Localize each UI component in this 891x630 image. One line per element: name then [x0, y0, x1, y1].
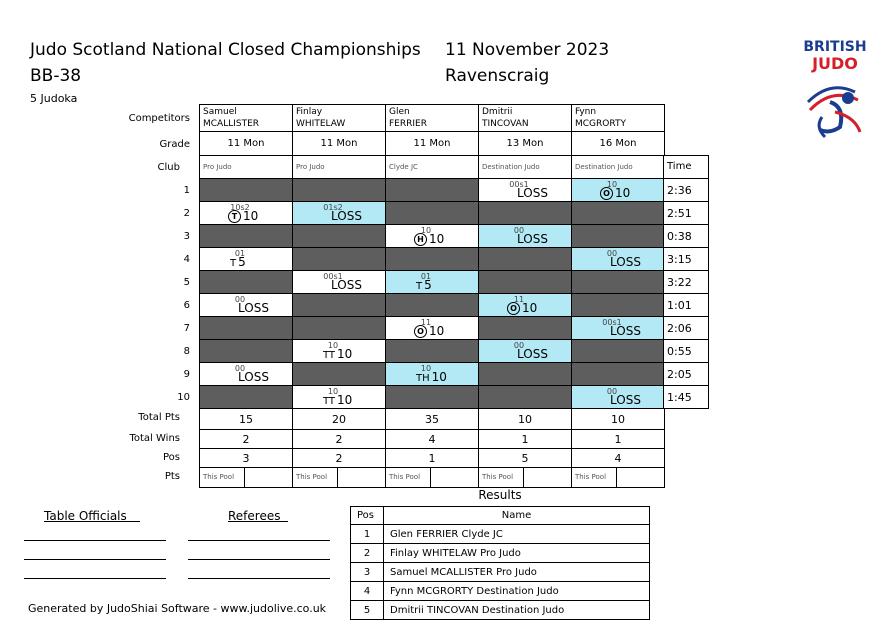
match-time: 2:05 — [663, 362, 709, 386]
result-value: 10 — [431, 370, 447, 384]
competitor-first-name: Glen — [389, 107, 410, 117]
judoka-count: 5 Judoka — [30, 92, 78, 105]
match-cell — [478, 316, 572, 340]
match-cell — [478, 201, 572, 225]
label-total-wins: Total Wins — [129, 433, 180, 444]
technique-score: 01 — [420, 272, 432, 281]
results-row — [351, 582, 650, 601]
match-time: 2:51 — [663, 201, 709, 225]
technique-score: 10s2 — [230, 203, 250, 212]
match-number: 4 — [183, 254, 190, 265]
position: 1 — [385, 448, 479, 468]
label-pts: Pts — [164, 471, 180, 482]
match-cell — [199, 201, 293, 225]
technique-score: 00 — [234, 364, 246, 373]
competitor-last-name: FERRIER — [389, 119, 427, 129]
logo-text-british: BRITISH — [803, 39, 867, 55]
technique-score: 10 — [420, 226, 432, 235]
match-cell — [478, 385, 572, 409]
result-value: LOSS — [610, 393, 641, 407]
total-wins: 2 — [199, 429, 293, 449]
result-value: 5 — [238, 255, 246, 269]
match-cell — [199, 224, 293, 248]
this-pool-label: This Pool — [386, 468, 431, 487]
match-cell — [292, 247, 386, 271]
technique-score: 00 — [513, 341, 525, 350]
match-cell — [292, 270, 386, 294]
match-cell — [571, 247, 665, 271]
logo-text-judo: JUDO — [812, 54, 858, 73]
match-cell — [478, 362, 572, 386]
match-time: 0:38 — [663, 224, 709, 248]
match-number: 9 — [183, 369, 190, 380]
match-cell — [571, 178, 665, 202]
match-result — [414, 324, 444, 338]
referee-signature-line — [188, 559, 330, 560]
total-points: 10 — [571, 408, 665, 430]
match-result — [331, 278, 362, 292]
technique-score: 01s2 — [323, 203, 343, 212]
match-cell — [571, 316, 665, 340]
technique-score: 00 — [606, 249, 618, 258]
results-row — [351, 544, 650, 563]
match-time: 1:01 — [663, 293, 709, 317]
this-pool-cell — [385, 467, 479, 488]
judoka-figure-icon — [800, 72, 870, 142]
match-cell — [385, 385, 479, 409]
match-result — [414, 232, 444, 246]
technique-score: 00s1 — [509, 180, 529, 189]
total-wins: 4 — [385, 429, 479, 449]
competitor-club: Pro Judo — [292, 155, 386, 179]
match-result — [517, 347, 548, 361]
match-number: 10 — [177, 392, 190, 403]
match-cell — [478, 339, 572, 363]
score-prefix: T — [230, 258, 237, 269]
ippon-hansoku-icon: H — [414, 233, 427, 246]
results-pos: 2 — [351, 544, 384, 563]
technique-score: 00s1 — [602, 318, 622, 327]
result-value: 10 — [337, 393, 353, 407]
result-value: LOSS — [517, 347, 548, 361]
results-col-name: Name — [384, 507, 650, 525]
match-result — [228, 209, 258, 223]
competitor-grade: 16 Mon — [571, 131, 665, 156]
match-cell — [385, 316, 479, 340]
match-cell — [385, 293, 479, 317]
technique-score: 00s1 — [323, 272, 343, 281]
match-cell — [199, 178, 293, 202]
position: 5 — [478, 448, 572, 468]
match-result — [610, 324, 641, 338]
competitor-last-name: MCALLISTER — [203, 119, 260, 129]
competitor-club: Destination Judo — [478, 155, 572, 179]
match-number: 6 — [183, 300, 190, 311]
result-value: 10 — [429, 324, 445, 338]
results-name: Samuel MCALLISTER Pro Judo — [384, 563, 650, 582]
technique-score: 00 — [513, 226, 525, 235]
competitor-grade: 13 Mon — [478, 131, 572, 156]
results-row — [351, 601, 650, 620]
match-cell — [385, 178, 479, 202]
this-pool-cell — [571, 467, 665, 488]
score-prefix: TT — [323, 350, 336, 361]
official-signature-line — [24, 540, 166, 541]
label-total-points: Total Pts — [138, 412, 180, 423]
total-points: 10 — [478, 408, 572, 430]
venue-label: Ravenscraig — [445, 66, 550, 86]
match-cell — [385, 339, 479, 363]
event-date: 11 November 2023 — [445, 40, 610, 60]
result-value: LOSS — [331, 278, 362, 292]
label-club: Club — [157, 162, 180, 173]
results-pos: 3 — [351, 563, 384, 582]
official-signature-line — [24, 578, 166, 579]
label-grade: Grade — [159, 139, 190, 150]
match-number: 1 — [183, 185, 190, 196]
match-cell — [199, 316, 293, 340]
competitor-name-cell — [571, 104, 665, 132]
total-wins: 1 — [571, 429, 665, 449]
match-number: 8 — [183, 346, 190, 357]
match-time: 1:45 — [663, 385, 709, 409]
result-value: 10 — [522, 301, 538, 315]
position: 2 — [292, 448, 386, 468]
results-row — [351, 563, 650, 582]
total-wins: 1 — [478, 429, 572, 449]
competitor-club: Destination Judo — [571, 155, 665, 179]
table-officials-label: Table Officials — [44, 509, 127, 523]
score-prefix: TT — [323, 396, 336, 407]
match-result — [238, 370, 269, 384]
ippon-osaekomi-icon: O — [414, 325, 427, 338]
competitor-club: Pro Judo — [199, 155, 293, 179]
results-name: Finlay WHITELAW Pro Judo — [384, 544, 650, 563]
this-pool-cell — [199, 467, 293, 488]
match-number: 7 — [183, 323, 190, 334]
competitor-name-cell — [385, 104, 479, 132]
competitor-grade: 11 Mon — [385, 131, 479, 156]
technique-score: 11 — [420, 318, 432, 327]
match-time: 2:06 — [663, 316, 709, 340]
match-result — [323, 347, 352, 361]
technique-score: 00 — [234, 295, 246, 304]
time-header: Time — [663, 155, 709, 179]
match-number: 3 — [183, 231, 190, 242]
results-col-pos: Pos — [351, 507, 384, 525]
technique-score: 10 — [606, 180, 618, 189]
score-prefix: T — [416, 281, 423, 292]
result-value: LOSS — [331, 209, 362, 223]
technique-score: 11 — [513, 295, 525, 304]
match-cell — [478, 247, 572, 271]
competitor-grade: 11 Mon — [292, 131, 386, 156]
match-cell — [199, 247, 293, 271]
label-position: Pos — [162, 452, 180, 463]
match-cell — [199, 385, 293, 409]
match-result — [230, 255, 246, 269]
competitor-first-name: Dmitrii — [482, 107, 513, 117]
match-result — [517, 232, 548, 246]
match-result — [600, 186, 630, 200]
results-name: Glen FERRIER Clyde JC — [384, 525, 650, 544]
position: 3 — [199, 448, 293, 468]
official-signature-line — [24, 559, 166, 560]
ippon-osaekomi-icon: O — [507, 302, 520, 315]
match-time: 2:36 — [663, 178, 709, 202]
match-cell — [478, 270, 572, 294]
match-cell — [571, 385, 665, 409]
match-cell — [478, 224, 572, 248]
match-cell — [292, 178, 386, 202]
match-cell — [292, 224, 386, 248]
match-cell — [199, 293, 293, 317]
referee-signature-line — [188, 540, 330, 541]
position: 4 — [571, 448, 665, 468]
total-points: 20 — [292, 408, 386, 430]
match-result — [331, 209, 362, 223]
referee-signature-line — [188, 578, 330, 579]
category-label: BB-38 — [30, 66, 82, 86]
competitor-name-cell — [478, 104, 572, 132]
championship-title: Judo Scotland National Closed Championships — [30, 40, 421, 60]
results-table — [350, 506, 650, 620]
match-cell — [292, 201, 386, 225]
total-wins: 2 — [292, 429, 386, 449]
match-cell — [199, 270, 293, 294]
technique-score: 10 — [420, 364, 432, 373]
technique-score: 10 — [327, 341, 339, 350]
match-cell — [385, 270, 479, 294]
match-cell — [292, 385, 386, 409]
this-pool-cell — [292, 467, 386, 488]
match-cell — [292, 362, 386, 386]
result-value: LOSS — [517, 232, 548, 246]
competitor-grade: 11 Mon — [199, 131, 293, 156]
competitor-first-name: Samuel — [203, 107, 237, 117]
result-value: 10 — [429, 232, 445, 246]
match-cell — [292, 339, 386, 363]
match-cell — [478, 293, 572, 317]
result-value: 10 — [243, 209, 259, 223]
british-judo-logo — [800, 40, 870, 146]
results-name: Fynn MCGRORTY Destination Judo — [384, 582, 650, 601]
this-pool-label: This Pool — [293, 468, 338, 487]
results-pos: 5 — [351, 601, 384, 620]
match-result — [517, 186, 548, 200]
result-value: LOSS — [610, 324, 641, 338]
match-cell — [385, 201, 479, 225]
score-prefix: TH — [416, 373, 430, 384]
match-cell — [571, 224, 665, 248]
result-value: 10 — [337, 347, 353, 361]
match-result — [610, 393, 641, 407]
match-cell — [571, 270, 665, 294]
technique-score: 10 — [327, 387, 339, 396]
results-name: Dmitrii TINCOVAN Destination Judo — [384, 601, 650, 620]
this-pool-label: This Pool — [479, 468, 524, 487]
match-cell — [385, 224, 479, 248]
competitor-first-name: Finlay — [296, 107, 323, 117]
result-value: LOSS — [517, 186, 548, 200]
match-cell — [571, 339, 665, 363]
results-title: Results — [478, 488, 522, 502]
match-cell — [199, 339, 293, 363]
this-pool-cell — [478, 467, 572, 488]
this-pool-label: This Pool — [572, 468, 617, 487]
match-result — [610, 255, 641, 269]
technique-score: 00 — [606, 387, 618, 396]
match-cell — [292, 293, 386, 317]
label-competitors: Competitors — [128, 113, 190, 124]
match-result — [416, 278, 432, 292]
result-value: 5 — [424, 278, 432, 292]
match-cell — [571, 293, 665, 317]
referees-label: Referees — [228, 509, 281, 523]
results-header-row — [351, 507, 650, 525]
result-value: LOSS — [238, 370, 269, 384]
match-time: 3:22 — [663, 270, 709, 294]
match-result — [507, 301, 537, 315]
results-pos: 1 — [351, 525, 384, 544]
total-points: 15 — [199, 408, 293, 430]
ippon-tachiwaza-icon: T — [228, 210, 241, 223]
total-points: 35 — [385, 408, 479, 430]
this-pool-label: This Pool — [200, 468, 245, 487]
ippon-osaekomi-icon: O — [600, 187, 613, 200]
competitor-name-cell — [292, 104, 386, 132]
competitor-first-name: Fynn — [575, 107, 597, 117]
competitor-last-name: MCGRORTY — [575, 119, 626, 129]
result-value: LOSS — [610, 255, 641, 269]
match-cell — [385, 362, 479, 386]
match-cell — [571, 201, 665, 225]
match-result — [323, 393, 352, 407]
match-cell — [571, 362, 665, 386]
results-pos: 4 — [351, 582, 384, 601]
match-result — [416, 370, 447, 384]
match-number: 2 — [183, 208, 190, 219]
match-cell — [199, 362, 293, 386]
result-value: LOSS — [238, 301, 269, 315]
competitor-name-cell — [199, 104, 293, 132]
competitor-last-name: TINCOVAN — [482, 119, 529, 129]
match-time: 0:55 — [663, 339, 709, 363]
results-row — [351, 525, 650, 544]
competitor-club: Clyde JC — [385, 155, 479, 179]
technique-score: 01 — [234, 249, 246, 258]
competitor-last-name: WHITELAW — [296, 119, 346, 129]
match-result — [238, 301, 269, 315]
match-cell — [478, 178, 572, 202]
result-value: 10 — [615, 186, 631, 200]
match-cell — [385, 247, 479, 271]
match-time: 3:15 — [663, 247, 709, 271]
footer-generated-by: Generated by JudoShiai Software - www.judolive.co.uk — [28, 602, 327, 615]
match-number: 5 — [183, 277, 190, 288]
match-cell — [292, 316, 386, 340]
